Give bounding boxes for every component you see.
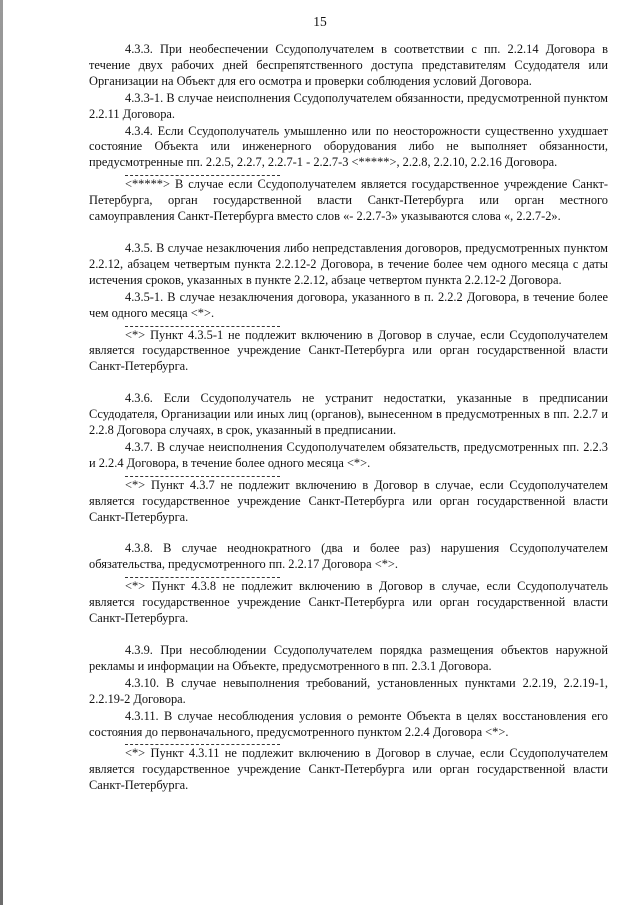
paragraph-4-3-5: 4.3.5. В случае незаключения либо непредставления договоров, предусмотренных пунктом 2.2.12, абзацем четвертым пункта 2.2.12-2 Договора, в течение более чем одного месяца с даты истечения сроков, указанных в пункте 2.2.12, абзаце четвертом пункта 2.2.12-2 Договора. (89, 240, 608, 287)
paragraph-4-3-4: 4.3.4. Если Ссудополучатель умышленно или по неосторожности существенно ухудшает состояние Объекта или инженерного оборудования либо не выполняет обязанности, предусмотренные пп. 2.2.5, 2.2.7, 2.2.7-1 - 2.2.7-3 <*****>, 2.2.8, 2.2.10, 2.2.16 Договора. (89, 123, 608, 170)
paragraph-4-3-6: 4.3.6. Если Ссудополучатель не устранит недостатки, указанные в предписании Ссудодателя, Организации или иных лиц (органов), вынесенном в предусмотренных в пп. 2.2.7 и 2.2.8 Договора случаях, в срок, указанный в предписании. (89, 391, 608, 438)
paragraph-4-3-5-1: 4.3.5-1. В случае незаключения договора, указанного в п. 2.2.2 Договора, в течение более чем одного месяца <*>. (89, 289, 608, 320)
document-body (89, 42, 608, 794)
paragraph-4-3-3-1: 4.3.3-1. В случае неисполнения Ссудополучателем обязанности, предусмотренной пунктом 2.2.11 Договора. (89, 90, 608, 121)
footnote-separator (125, 744, 280, 745)
paragraph-4-3-10: 4.3.10. В случае невыполнения требований, установленных пунктами 2.2.19, 2.2.19-1, 2.2.19-2 Договора. (89, 675, 608, 706)
footnote-4-3-11: <*> Пункт 4.3.11 не подлежит включению в Договор в случае, если Ссудополучателем является государственное учреждение Санкт-Петербурга или орган государственной власти Санкт-Петербурга. (89, 746, 608, 793)
page-number: 15 (313, 14, 327, 29)
paragraph-4-3-9: 4.3.9. При несоблюдении Ссудополучателем порядка размещения объектов наружной рекламы и информации на Объекте, предусмотренного в пп. 2.3.1 Договора. (89, 643, 608, 673)
footnote-4-3-7: <*> Пункт 4.3.7 не подлежит включению в Договор в случае, если Ссудополучателем является государственное учреждение Санкт-Петербурга или орган государственной власти Санкт-Петербурга. (89, 477, 608, 524)
paragraph-4-3-3: 4.3.3. При необеспечении Ссудополучателем в соответствии с пп. 2.2.14 Договора в течение двух рабочих дней беспрепятственного доступа представителям Ссудодателя или Организации на Объект для его осмотра и проверки соблюдения условий Договора. (89, 42, 608, 88)
footnote-5-star: <*****> В случае если Ссудополучателем является государственное учреждение Санкт-Петербурга, орган государственной власти Санкт-Петербурга или орган местного самоуправления Санкт-Петербурга вместо слов «- 2.2.7-3» указываются слова «, 2.2.7-2». (89, 177, 608, 224)
paragraph-4-3-7: 4.3.7. В случае неисполнения Ссудополучателем обязательств, предусмотренных пп. 2.2.3 и 2.2.4 Договора, в течение более одного месяца <*>. (89, 439, 608, 470)
page-edge (0, 0, 3, 905)
footnote-separator (125, 577, 280, 578)
footnote-separator (125, 175, 280, 176)
footnote-4-3-8: <*> Пункт 4.3.8 не подлежит включению в Договор в случае, если Ссудополучатель является государственное учреждение Санкт-Петербурга или орган государственной власти Санкт-Петербурга. (89, 579, 608, 626)
footnote-separator (125, 326, 280, 327)
paragraph-4-3-11: 4.3.11. В случае несоблюдения условия о ремонте Объекта в целях восстановления его состояния до первоначального, предусмотренного пунктом 2.2.4 Договора <*>. (89, 708, 608, 739)
footnote-4-3-5-1: <*> Пункт 4.3.5-1 не подлежит включению в Договор в случае, если Ссудополучателем является государственное учреждение Санкт-Петербурга или орган государственной власти Санкт-Петербурга. (89, 327, 608, 374)
footnote-separator (125, 476, 280, 477)
paragraph-4-3-8: 4.3.8. В случае неоднократного (два и более раз) нарушения Ссудополучателем обязательства, предусмотренного пп. 2.2.17 Договора <*>. (89, 541, 608, 572)
